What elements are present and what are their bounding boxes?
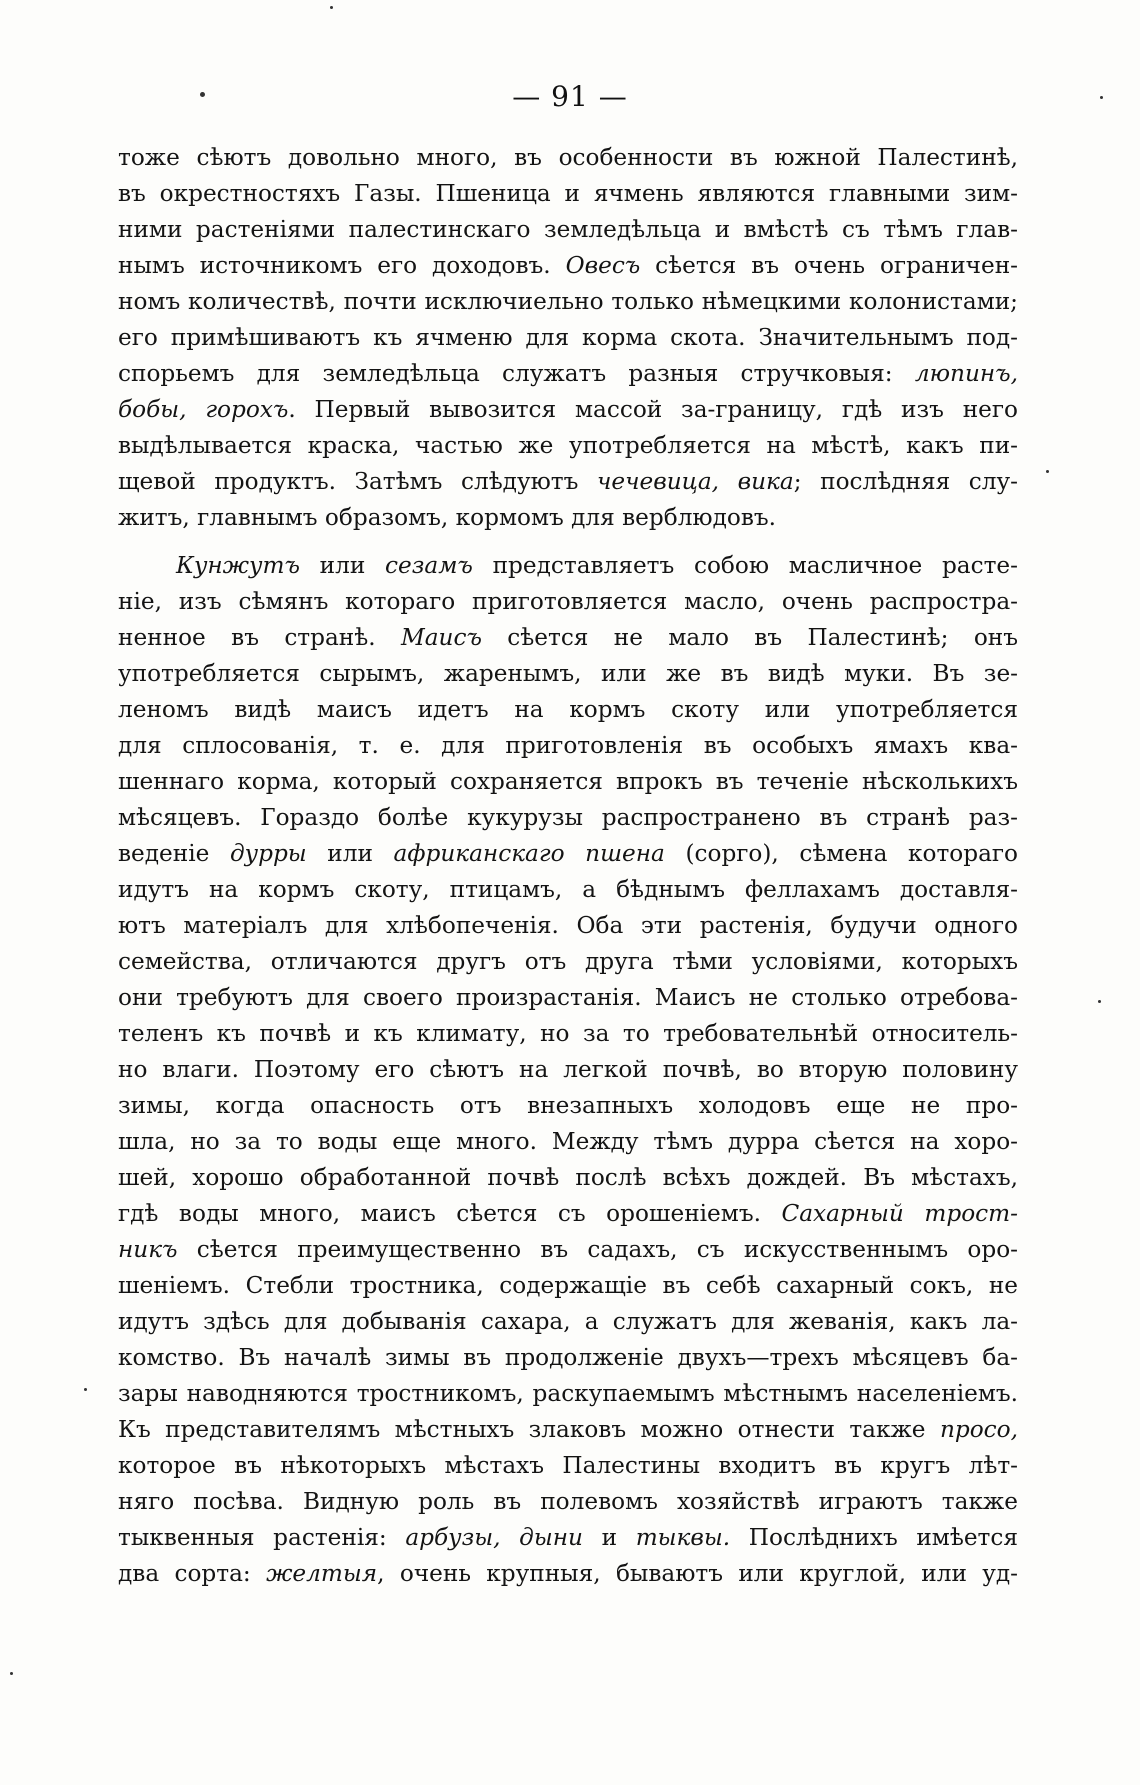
page-number: — 91 — — [512, 80, 628, 113]
text-run: тыквенныя растенія: — [118, 1524, 406, 1551]
text-run: спорьемъ для земледѣльца служатъ разныя стручковыя: — [118, 360, 915, 387]
text-run: которое въ нѣкоторыхъ мѣстахъ Палестины входитъ въ кругъ лѣт- — [118, 1452, 1018, 1479]
scan-speck — [1100, 96, 1103, 99]
scan-speck — [200, 92, 205, 97]
text-run: Послѣднихъ имѣется — [730, 1524, 1018, 1551]
text-line — [118, 356, 1018, 392]
text-line — [118, 944, 1018, 980]
text-run: идутъ здѣсь для добыванія сахара, а служатъ для жеванія, какъ ла- — [118, 1308, 1018, 1335]
text-run: но влаги. Поэтому его сѣютъ на легкой почвѣ, во вторую половину — [118, 1056, 1018, 1083]
text-run: няго посѣва. Видную роль въ полевомъ хозяйствѣ играютъ также — [118, 1488, 1018, 1515]
text-line — [118, 212, 1018, 248]
text-line — [118, 176, 1018, 212]
scan-speck — [330, 6, 333, 9]
italic-term: желтыя — [266, 1560, 378, 1587]
text-run: и — [582, 1524, 636, 1551]
text-run: шла, но за то воды еще много. Между тѣмъ дурра сѣется на хоро- — [118, 1128, 1018, 1155]
text-run: семейства, отличаются другъ отъ друга тѣми условіями, которыхъ — [118, 948, 1018, 975]
text-line — [118, 1016, 1018, 1052]
text-run: , очень крупныя, бываютъ или круглой, или уд- — [377, 1560, 1018, 1587]
text-line — [118, 800, 1018, 836]
text-run: выдѣлывается краска, частью же употребляется на мѣстѣ, какъ пи- — [118, 432, 1018, 459]
text-line — [118, 1556, 1018, 1592]
text-line — [118, 500, 1018, 536]
text-line — [118, 728, 1018, 764]
text-line — [118, 1088, 1018, 1124]
italic-term: арбузы, дыни — [405, 1524, 583, 1551]
text-line — [118, 1520, 1018, 1556]
text-line — [118, 1340, 1018, 1376]
italic-term: Маисъ — [400, 624, 482, 651]
scan-speck — [1098, 1000, 1101, 1003]
italic-term: дурры — [229, 840, 307, 867]
text-run: его примѣшиваютъ къ ячменю для корма скота. Значительнымъ под- — [118, 324, 1018, 351]
italic-term: Кунжутъ — [176, 552, 300, 579]
text-run: два сорта: — [118, 1560, 267, 1587]
text-run: теленъ къ почвѣ и къ климату, но за то требовательнѣй относитель- — [118, 1020, 1018, 1047]
text-run: представляетъ собою масличное расте- — [472, 552, 1018, 579]
text-line — [118, 584, 1018, 620]
text-line — [118, 1412, 1018, 1448]
text-line — [118, 980, 1018, 1016]
text-line — [118, 656, 1018, 692]
text-line — [118, 1196, 1018, 1232]
text-run: ніе, изъ сѣмянъ котораго приготовляется масло, очень распростра- — [118, 588, 1018, 615]
text-run: или — [306, 840, 394, 867]
text-line — [118, 1448, 1018, 1484]
text-line — [118, 464, 1018, 500]
text-line — [118, 248, 1018, 284]
text-run: номъ количествѣ, почти исключиельно только нѣмецкими колонистами; — [118, 288, 1018, 315]
italic-term: сезамъ — [385, 552, 473, 579]
text-line — [118, 1160, 1018, 1196]
text-run: щевой продуктъ. Затѣмъ слѣдуютъ — [118, 468, 597, 495]
text-run: ненное въ странѣ. — [118, 624, 401, 651]
text-run: . Первый вывозится массой за-границу, гдѣ изъ него — [288, 396, 1018, 423]
text-run: сѣется не мало въ Палестинѣ; онъ — [481, 624, 1018, 651]
text-run: шеніемъ. Стебли тростника, содержащіе въ себѣ сахарный сокъ, не — [118, 1272, 1018, 1299]
text-line — [118, 1124, 1018, 1160]
text-run: они требуютъ для своего произрастанія. Маисъ не столько отребова- — [118, 984, 1018, 1011]
text-run: шей, хорошо обработанной почвѣ послѣ всѣхъ дождей. Въ мѣстахъ, — [118, 1164, 1018, 1191]
text-run: Къ представителямъ мѣстныхъ злаковъ можно отнести также — [118, 1416, 940, 1443]
text-line — [118, 548, 1018, 584]
italic-term: Овесъ — [565, 252, 641, 279]
text-run: леномъ видѣ маисъ идетъ на кормъ скоту или употребляется — [118, 696, 1018, 723]
text-run: житъ, главнымъ образомъ, кормомъ для верблюдовъ. — [118, 504, 777, 531]
text-line — [118, 1052, 1018, 1088]
scan-speck — [1046, 470, 1049, 473]
text-line — [118, 1268, 1018, 1304]
text-run: или — [299, 552, 386, 579]
text-line — [118, 1376, 1018, 1412]
text-run: гдѣ воды много, маисъ сѣется съ орошеніемъ. — [118, 1200, 782, 1227]
text-run: шеннаго корма, который сохраняется впрокъ въ теченіе нѣсколькихъ — [118, 768, 1018, 795]
scan-speck — [84, 1388, 87, 1391]
text-run: нымъ источникомъ его доходовъ. — [118, 252, 566, 279]
italic-term: африканскаго пшена — [393, 840, 665, 867]
text-run: идутъ на кормъ скоту, птицамъ, а бѣднымъ феллахамъ доставля- — [118, 876, 1018, 903]
paragraph-p2 — [118, 548, 1018, 1592]
text-line — [118, 620, 1018, 656]
italic-term: никъ — [118, 1236, 178, 1263]
text-line — [118, 428, 1018, 464]
text-line — [118, 284, 1018, 320]
text-run: веденіе — [118, 840, 230, 867]
text-line — [118, 320, 1018, 356]
text-line — [118, 692, 1018, 728]
text-line — [118, 1304, 1018, 1340]
text-run: сѣется преимущественно въ садахъ, съ искусственнымъ оро- — [177, 1236, 1018, 1263]
text-line — [118, 392, 1018, 428]
text-run: тоже сѣютъ довольно много, въ особенности въ южной Палестинѣ, — [118, 144, 1018, 171]
text-run: мѣсяцевъ. Гораздо болѣе кукурузы распространено въ странѣ раз- — [118, 804, 1018, 831]
scan-speck — [10, 1672, 13, 1675]
text-line — [118, 1484, 1018, 1520]
text-run: сѣется въ очень ограничен- — [640, 252, 1018, 279]
body-text — [118, 140, 1018, 1592]
text-run: ютъ матеріалъ для хлѣбопеченія. Оба эти растенія, будучи одного — [118, 912, 1018, 939]
italic-term: бобы, горохъ — [118, 396, 289, 423]
text-run: для сплосованія, т. е. для приготовленія въ особыхъ ямахъ ква- — [118, 732, 1018, 759]
text-run: зимы, когда опасность отъ внезапныхъ холодовъ еще не про- — [118, 1092, 1018, 1119]
italic-term: тыквы. — [635, 1524, 731, 1551]
italic-term: просо, — [939, 1416, 1018, 1443]
text-line — [118, 908, 1018, 944]
text-line — [118, 1232, 1018, 1268]
text-line — [118, 764, 1018, 800]
text-run: ; послѣдняя слу- — [793, 468, 1018, 495]
text-run: (сорго), сѣмена котораго — [664, 840, 1018, 867]
paragraph-p1 — [118, 140, 1018, 536]
text-line — [118, 836, 1018, 872]
text-line — [118, 140, 1018, 176]
text-run: въ окрестностяхъ Газы. Пшеница и ячмень являются главными зим- — [118, 180, 1018, 207]
italic-term: Сахарный трост- — [781, 1200, 1018, 1227]
italic-term: люпинъ, — [914, 360, 1018, 387]
italic-term: чечевица, вика — [596, 468, 794, 495]
text-run: зары наводняются тростникомъ, раскупаемымъ мѣстнымъ населеніемъ. — [118, 1380, 1018, 1407]
text-run: употребляется сырымъ, жаренымъ, или же въ видѣ муки. Въ зе- — [118, 660, 1018, 687]
text-run: ними растеніями палестинскаго земледѣльца и вмѣстѣ съ тѣмъ глав- — [118, 216, 1018, 243]
text-run: комство. Въ началѣ зимы въ продолженіе двухъ—трехъ мѣсяцевъ ба- — [118, 1344, 1018, 1371]
text-line — [118, 872, 1018, 908]
